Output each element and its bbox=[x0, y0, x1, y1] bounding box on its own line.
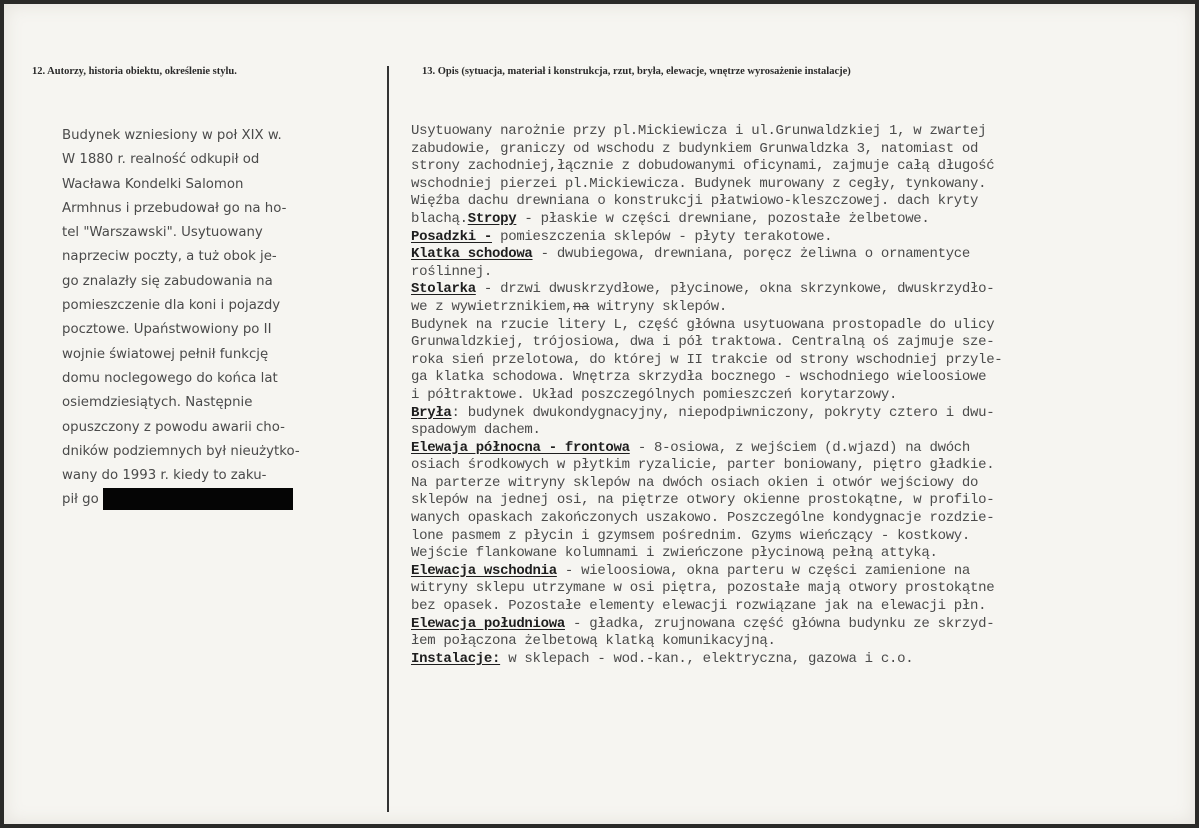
description-line bbox=[411, 299, 1131, 317]
history-line: pocztowe. Upaństwowiony po II bbox=[62, 322, 272, 338]
term-posadzki: Posadzki - bbox=[411, 228, 493, 245]
description-line: sklepów na jednej osi, na piętrze otwory okienne prostokątne, w profilo- bbox=[411, 492, 995, 509]
redaction-bar bbox=[103, 488, 293, 510]
description-line bbox=[411, 405, 1131, 423]
description-line: osiach środkowych w płytkim ryzalicie, parter boniowany, piętro gładkie. bbox=[411, 457, 995, 474]
section-12-heading: 12. Autorzy, historia obiektu, określenie stylu. bbox=[32, 66, 237, 77]
description-text-fragment: witryny sklepów. bbox=[589, 298, 727, 315]
description-line bbox=[411, 440, 1131, 458]
history-line: opuszczony z powodu awarii cho- bbox=[62, 419, 285, 435]
term-bryla: Bryła bbox=[411, 404, 452, 421]
description-line bbox=[411, 229, 1131, 247]
description-line: Wejście flankowane kolumnami i zwieńczone płycinową pełną attyką. bbox=[411, 545, 938, 562]
description-line bbox=[411, 246, 1131, 264]
history-line: Armhnus i przebudował go na ho- bbox=[62, 200, 287, 216]
description-text-fragment: - gładka, zrujnowana część główna budynku ze skrzyd- bbox=[564, 615, 995, 632]
description-text-fragment: - drzwi dwuskrzydłowe, płycinowe, okna skrzynkowe, dwuskrzydło- bbox=[475, 281, 995, 298]
description-line: ga klatka schodowa. Wnętrza skrzydła bocznego - wschodniego wieloosiowe bbox=[411, 369, 987, 386]
description-text-fragment: - wieloosiowa, okna parteru w części zamienione na bbox=[556, 562, 970, 579]
term-stropy: Stropy bbox=[467, 210, 517, 227]
history-line: pomieszczenie dla koni i pojazdy bbox=[62, 298, 281, 314]
history-line: dników podziemnych był nieużytko- bbox=[62, 443, 300, 459]
description-text-fragment: blachą. bbox=[411, 210, 468, 227]
description-text-fragment: - 8-osiowa, z wejściem (d.wjazd) na dwóch bbox=[629, 439, 971, 456]
description-line: lone pasmem z płycin i gzymsem pośrednim. Gzyms wieńczący - kostkowy. bbox=[411, 527, 970, 544]
description-line: spadowym dachem. bbox=[411, 422, 541, 439]
description-text-fragment: w sklepach - wod.-kan., elektryczna, gazowa i c.o. bbox=[500, 650, 914, 667]
section-13-heading: 13. Opis (sytuacja, materiał i konstrukcja, rzut, bryła, elewacje, wnętrze wyrosażenie instalacje) bbox=[422, 66, 851, 77]
history-line: Wacława Kondelki Salomon bbox=[62, 176, 244, 192]
history-line: domu noclegowego do końca lat bbox=[62, 370, 278, 386]
history-line: tel "Warszawski". Usytuowany bbox=[62, 225, 263, 241]
description-line: zabudowie, graniczy od wschodu z budynkiem Grunwaldzka 3, natomiast od bbox=[411, 140, 979, 157]
description-line: Grunwaldzkiej, trójosiowa, dwa i pół traktowa. Centralną oś zajmuje sze- bbox=[411, 334, 995, 351]
description-line: łem połączona żelbetową klatką komunikacyjną. bbox=[411, 633, 776, 650]
description-line bbox=[411, 211, 1131, 229]
description-text-fragment: pomieszczenia sklepów - płyty terakotowe. bbox=[492, 228, 833, 245]
description-text-fragment: - płaskie w części drewniane, pozostałe żelbetowe. bbox=[516, 210, 930, 227]
history-line-text: pił go bbox=[62, 492, 99, 508]
term-elewacja-poludniowa: Elewacja południowa bbox=[411, 615, 565, 632]
description-text bbox=[411, 123, 1131, 668]
history-line: naprzeciw poczty, a tuż obok je- bbox=[62, 249, 277, 265]
description-line: witryny sklepu utrzymane w osi piętra, pozostałe mają otwory prostokątne bbox=[411, 580, 995, 597]
description-line bbox=[411, 281, 1131, 299]
description-line bbox=[411, 616, 1131, 634]
description-line: roka sień przelotowa, do której w II trakcie od strony wschodniej przyle- bbox=[411, 351, 1003, 368]
description-line: roślinnej. bbox=[411, 263, 493, 280]
description-line: wanych opaskach zakończonych uszakowo. Poszczególne kondygnacje rozdzie- bbox=[411, 510, 995, 527]
history-text bbox=[62, 124, 382, 513]
term-klatka-schodowa: Klatka schodowa bbox=[411, 246, 533, 263]
history-line-last bbox=[62, 488, 382, 512]
description-line: bez opasek. Pozostałe elementy elewacji rozwiązane jak na elewacji płn. bbox=[411, 598, 987, 615]
term-elewacja-polnocna: Elewaja północna - frontowa bbox=[411, 439, 630, 456]
description-line: strony zachodniej,łącznie z dobudowanymi oficynami, zajmuje całą długość bbox=[411, 158, 995, 175]
description-text-fragment: : budynek dwukondygnacyjny, niepodpiwniczony, pokryty cztero i dwu- bbox=[451, 404, 995, 421]
description-text-fragment: we z wywietrznikiem, bbox=[411, 298, 574, 315]
description-line: i półtraktowe. Układ poszczególnych pomieszczeń korytarzowy. bbox=[411, 386, 898, 403]
column-divider bbox=[387, 66, 389, 812]
term-instalacje: Instalacje: bbox=[411, 650, 501, 667]
document-page bbox=[4, 4, 1195, 824]
history-line: go znalazły się zabudowania na bbox=[62, 273, 273, 289]
description-line: Na parterze witryny sklepów na dwóch osiach okien i otwór wejściowy do bbox=[411, 474, 979, 491]
history-line: osiemdziesiątych. Następnie bbox=[62, 395, 253, 411]
description-line: Usytuowany narożnie przy pl.Mickiewicza i ul.Grunwaldzkiej 1, w zwartej bbox=[411, 123, 987, 139]
description-text-fragment: - dwubiegowa, drewniana, poręcz żeliwna o ornamentyce bbox=[532, 246, 971, 263]
description-line: wschodniej pierzei pl.Mickiewicza. Budynek murowany z cegły, tynkowany. bbox=[411, 175, 987, 192]
description-line bbox=[411, 563, 1131, 581]
history-line: Budynek wzniesiony w poł XIX w. bbox=[62, 128, 282, 143]
history-line: wojnie światowej pełnił funkcję bbox=[62, 346, 269, 362]
term-elewacja-wschodnia: Elewacja wschodnia bbox=[411, 562, 557, 579]
description-line: Więźba dachu drewniana o konstrukcji płatwiowo-kleszczowej. dach kryty bbox=[411, 193, 979, 210]
term-stolarka: Stolarka bbox=[411, 281, 476, 298]
struck-out-word: na bbox=[573, 298, 590, 315]
history-line: W 1880 r. realność odkupił od bbox=[62, 152, 260, 168]
history-line: wany do 1993 r. kiedy to zaku- bbox=[62, 468, 267, 484]
description-line: Budynek na rzucie litery L, część główna usytuowana prostopadle do ulicy bbox=[411, 316, 995, 333]
description-line bbox=[411, 651, 1131, 669]
